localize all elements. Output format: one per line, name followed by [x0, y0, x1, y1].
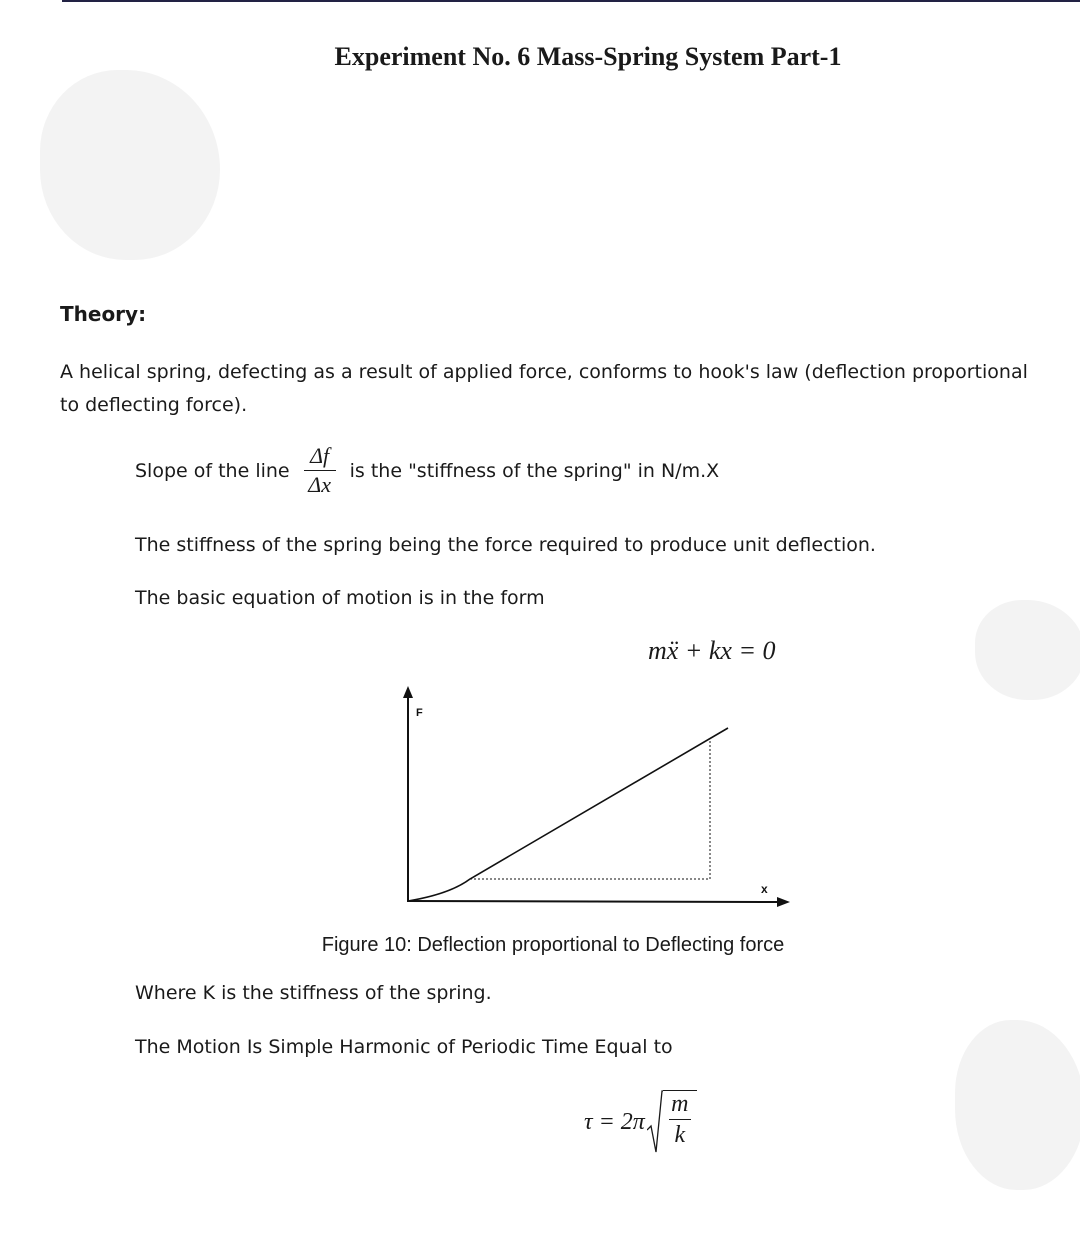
slope-fraction [304, 444, 336, 497]
y-axis-label: F [416, 707, 423, 719]
intro-paragraph: A helical spring, defecting as a result of applied force, conforms to hook's law (deflection proportional to deflecting force). [60, 361, 1028, 416]
period-numerator: m [671, 1091, 689, 1117]
page-title: Experiment No. 6 Mass-Spring System Part-1 [334, 42, 842, 71]
square-root [647, 1090, 697, 1154]
top-rule [62, 0, 1080, 2]
equation-of-motion: mẍ + kx = 0 [648, 636, 776, 665]
x-axis-arrow-icon [777, 897, 790, 907]
scan-smudge [40, 70, 220, 260]
motion-intro: The basic equation of motion is in the form [135, 587, 545, 609]
force-deflection-figure [380, 680, 810, 920]
figure-caption: Figure 10: Deflection proportional to Deflecting force [321, 934, 785, 956]
section-heading: Theory: [60, 302, 147, 326]
fraction-bar [669, 1119, 691, 1120]
slope-suffix: is the "stiffness of the spring" in N/m.X [349, 459, 720, 482]
force-deflection-line [408, 728, 728, 901]
x-axis [408, 901, 782, 902]
slope-denominator: Δx [308, 472, 331, 497]
period-denominator: k [674, 1122, 686, 1148]
sqrt-fraction [663, 1090, 697, 1154]
slope-numerator: Δf [310, 443, 330, 468]
scan-smudge [975, 600, 1080, 700]
scan-smudge [955, 1020, 1080, 1190]
radical-sign-icon [647, 1090, 663, 1154]
stiffness-definition: The stiffness of the spring being the force required to produce unit deflection. [135, 534, 876, 556]
x-axis-label: x [761, 882, 768, 896]
period-equation [584, 1090, 697, 1154]
fraction-bar [304, 470, 336, 471]
y-axis-arrow-icon [403, 686, 413, 698]
slope-prefix: Slope of the line [135, 459, 290, 482]
periodic-intro: The Motion Is Simple Harmonic of Periodic Time Equal to [135, 1036, 673, 1058]
slope-line [135, 444, 719, 497]
k-definition: Where K is the stiffness of the spring. [135, 982, 492, 1004]
period-lhs: τ = 2π [584, 1108, 645, 1135]
